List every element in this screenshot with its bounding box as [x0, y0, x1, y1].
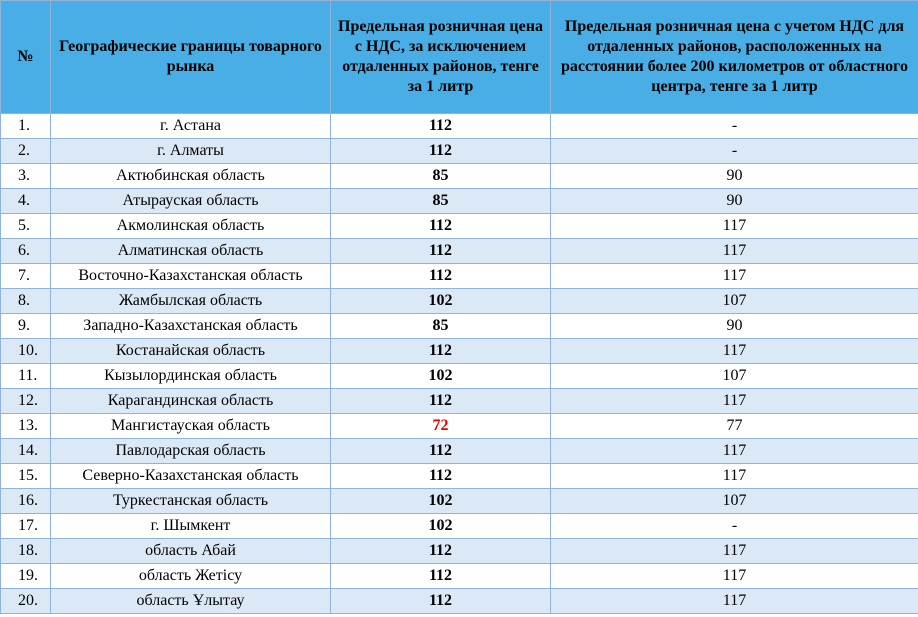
row-price: 112	[331, 464, 551, 489]
row-region: область Ұлытау	[51, 589, 331, 614]
table-row	[1, 414, 918, 439]
row-number: 3.	[1, 164, 51, 189]
header-row	[1, 1, 918, 114]
row-region: Костанайская область	[51, 339, 331, 364]
row-price: 112	[331, 264, 551, 289]
row-region: Мангистауская область	[51, 414, 331, 439]
row-remote-price: 107	[551, 289, 918, 314]
table-row	[1, 364, 918, 389]
row-remote-price: 90	[551, 189, 918, 214]
row-remote-price: -	[551, 514, 918, 539]
row-number: 13.	[1, 414, 51, 439]
row-remote-price: 77	[551, 414, 918, 439]
row-region: область Жетісу	[51, 564, 331, 589]
row-number: 11.	[1, 364, 51, 389]
table-row	[1, 264, 918, 289]
row-price: 112	[331, 114, 551, 139]
row-number: 18.	[1, 539, 51, 564]
row-price: 112	[331, 539, 551, 564]
table-row	[1, 239, 918, 264]
row-region: г. Шымкент	[51, 514, 331, 539]
row-number: 12.	[1, 389, 51, 414]
row-region: Павлодарская область	[51, 439, 331, 464]
row-region: Восточно-Казахстанская область	[51, 264, 331, 289]
header-num: №	[1, 1, 51, 114]
row-number: 19.	[1, 564, 51, 589]
row-region: Западно-Казахстанская область	[51, 314, 331, 339]
header-remote-price: Предельная розничная цена с учетом НДС для отдаленных районов, расположенных на расстоянии более 200 километров от областного центра, тенге за 1 литр	[551, 1, 918, 114]
row-region: Северно-Казахстанская область	[51, 464, 331, 489]
row-remote-price: 117	[551, 564, 918, 589]
row-region: Туркестанская область	[51, 489, 331, 514]
row-number: 9.	[1, 314, 51, 339]
row-remote-price: 117	[551, 239, 918, 264]
table-body	[1, 114, 918, 614]
table-row	[1, 164, 918, 189]
row-price: 72	[331, 414, 551, 439]
row-remote-price: 117	[551, 439, 918, 464]
table-row	[1, 589, 918, 614]
row-region: Жамбылская область	[51, 289, 331, 314]
row-region: область Абай	[51, 539, 331, 564]
table-row	[1, 339, 918, 364]
row-region: г. Алматы	[51, 139, 331, 164]
row-remote-price: 117	[551, 589, 918, 614]
table-row	[1, 489, 918, 514]
row-number: 6.	[1, 239, 51, 264]
row-number: 17.	[1, 514, 51, 539]
table-row	[1, 514, 918, 539]
row-region: Кызылординская область	[51, 364, 331, 389]
row-price: 112	[331, 564, 551, 589]
row-remote-price: 90	[551, 164, 918, 189]
table-row	[1, 139, 918, 164]
row-remote-price: -	[551, 139, 918, 164]
row-number: 8.	[1, 289, 51, 314]
row-price: 112	[331, 239, 551, 264]
row-remote-price: -	[551, 114, 918, 139]
header-region: Географические границы товарного рынка	[51, 1, 331, 114]
row-number: 10.	[1, 339, 51, 364]
row-number: 16.	[1, 489, 51, 514]
row-region: Карагандинская область	[51, 389, 331, 414]
table-row	[1, 214, 918, 239]
row-number: 14.	[1, 439, 51, 464]
row-remote-price: 117	[551, 339, 918, 364]
row-price: 112	[331, 339, 551, 364]
row-region: Атырауская область	[51, 189, 331, 214]
row-remote-price: 117	[551, 214, 918, 239]
table-row	[1, 114, 918, 139]
row-price: 85	[331, 164, 551, 189]
row-price: 102	[331, 364, 551, 389]
row-remote-price: 117	[551, 264, 918, 289]
row-remote-price: 107	[551, 489, 918, 514]
row-number: 2.	[1, 139, 51, 164]
row-price: 85	[331, 314, 551, 339]
row-number: 15.	[1, 464, 51, 489]
table-row	[1, 439, 918, 464]
row-number: 4.	[1, 189, 51, 214]
row-region: г. Астана	[51, 114, 331, 139]
row-price: 112	[331, 439, 551, 464]
row-price: 102	[331, 289, 551, 314]
row-number: 5.	[1, 214, 51, 239]
row-number: 20.	[1, 589, 51, 614]
row-remote-price: 117	[551, 464, 918, 489]
row-remote-price: 107	[551, 364, 918, 389]
table-row	[1, 314, 918, 339]
table-row	[1, 189, 918, 214]
row-region: Актюбинская область	[51, 164, 331, 189]
row-price: 102	[331, 514, 551, 539]
row-price: 102	[331, 489, 551, 514]
row-remote-price: 117	[551, 539, 918, 564]
table-header	[1, 1, 918, 114]
row-number: 7.	[1, 264, 51, 289]
row-region: Алматинская область	[51, 239, 331, 264]
row-remote-price: 117	[551, 389, 918, 414]
header-price: Предельная розничная цена с НДС, за исключением отдаленных районов, тенге за 1 литр	[331, 1, 551, 114]
table-row	[1, 564, 918, 589]
table-row	[1, 539, 918, 564]
row-price: 85	[331, 189, 551, 214]
row-number: 1.	[1, 114, 51, 139]
row-remote-price: 90	[551, 314, 918, 339]
row-region: Акмолинская область	[51, 214, 331, 239]
table-row	[1, 289, 918, 314]
row-price: 112	[331, 139, 551, 164]
row-price: 112	[331, 214, 551, 239]
table-row	[1, 389, 918, 414]
table-row	[1, 464, 918, 489]
row-price: 112	[331, 389, 551, 414]
row-price: 112	[331, 589, 551, 614]
